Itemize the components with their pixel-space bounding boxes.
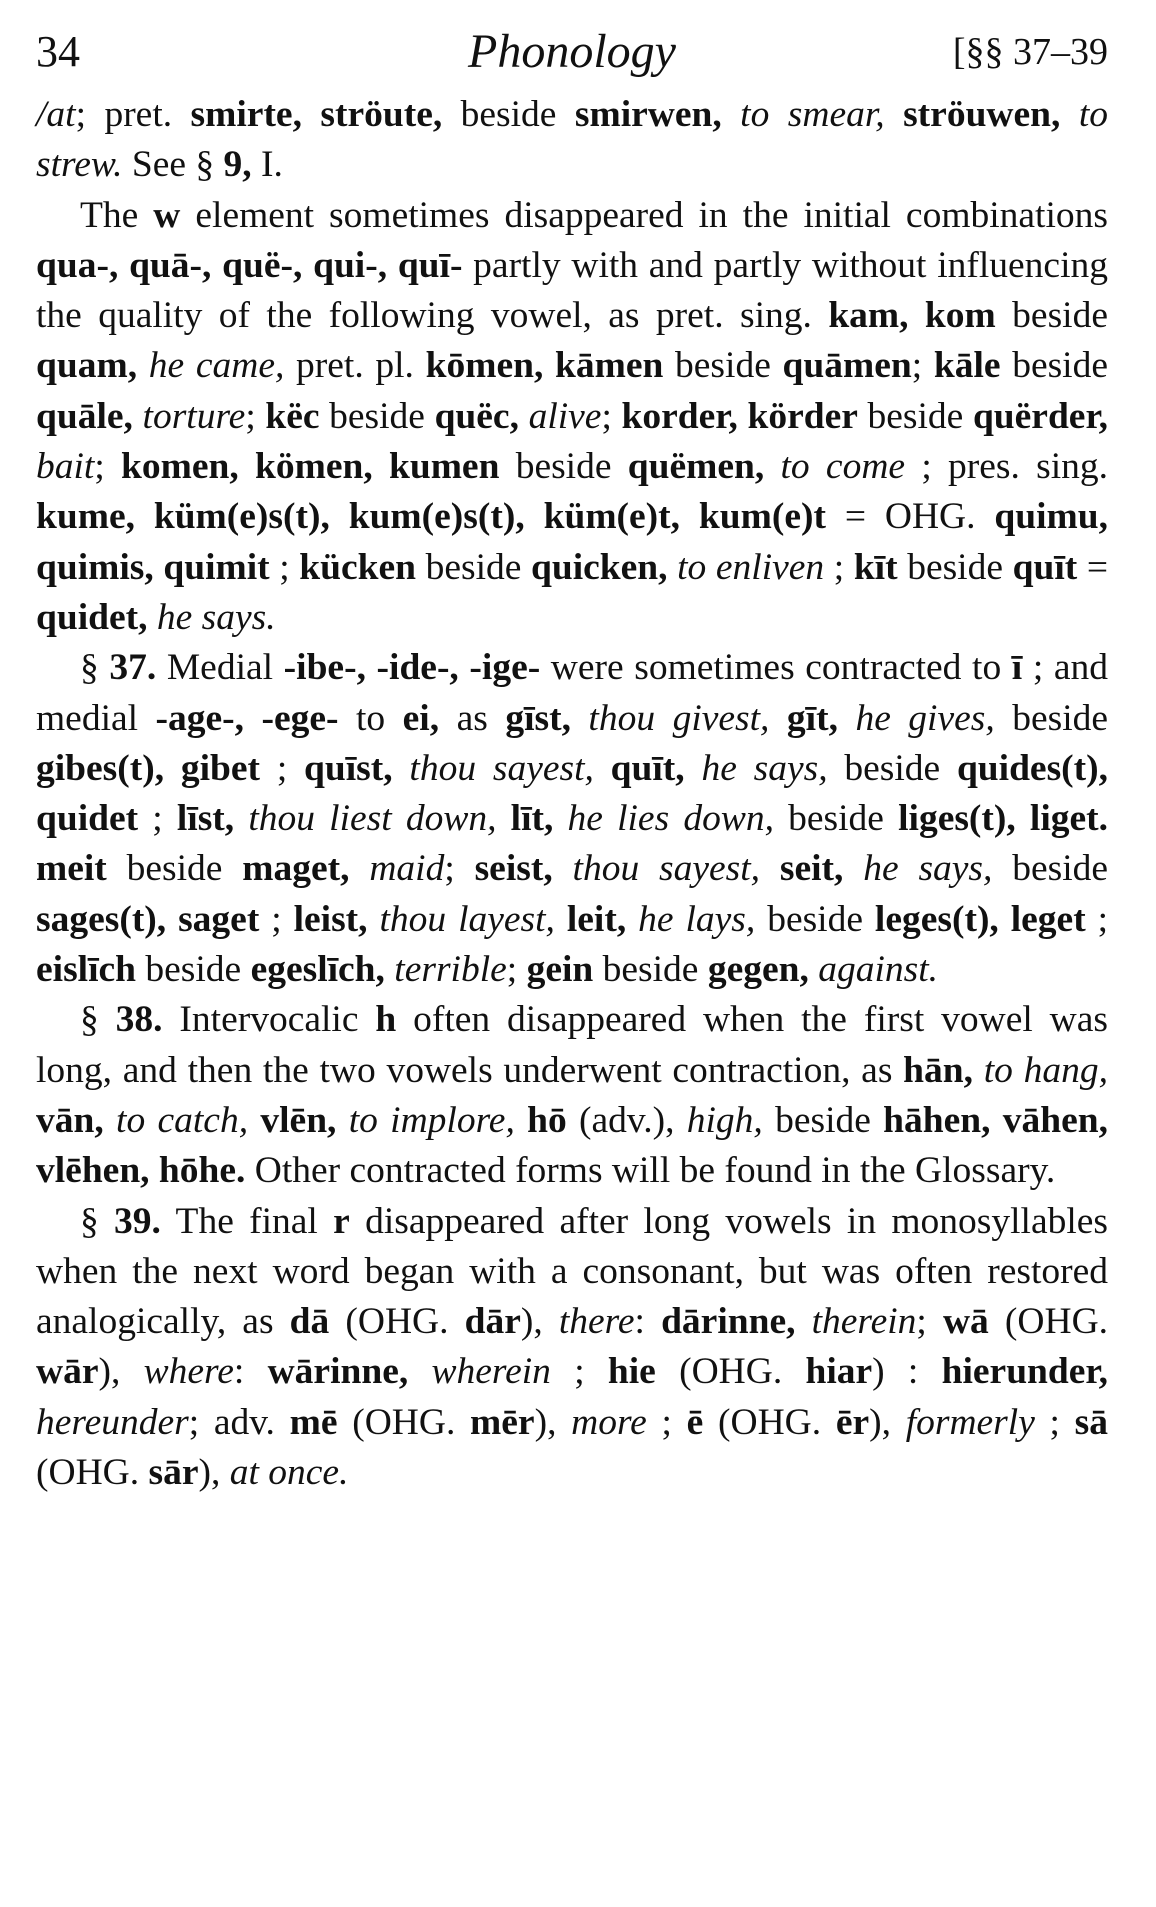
text-run [336,1100,348,1141]
text-run: ; [824,546,854,588]
headword: hie [607,1351,656,1393]
headword: qua-, quā-, quë-, qui-, quī- [36,244,463,286]
text-run: beside [995,295,1108,337]
headword: dārinne, [661,1301,796,1343]
headword: egeslīch, [250,949,385,991]
text-run: : [233,1351,268,1393]
gloss: thou sayest, [409,747,594,789]
paragraph-continuation [36,90,1108,191]
text-run: ; [506,949,527,991]
headword: hiar [805,1351,873,1393]
text-run: beside [136,949,251,991]
text-run: ), [98,1351,144,1393]
headword: ei, [402,697,440,739]
headword: 37. [109,647,157,689]
text-run [760,848,780,889]
gloss: where [143,1351,234,1393]
text-run: beside [773,798,899,840]
text-run: beside [897,546,1013,588]
headword: leges(t), leget [874,898,1086,940]
text-run: ; [646,1401,687,1443]
text-run [553,798,567,839]
text-run [809,949,818,990]
gloss: he says. [156,596,276,638]
headword: smirte, ströute, [190,94,443,135]
text-run [885,94,903,135]
gloss: to catch, [116,1099,249,1141]
headword: -ibe-, -ide-, -ige- [283,647,541,689]
text-run [515,1100,527,1141]
headword: quërder, [972,395,1109,437]
gloss: thou layest, [379,898,555,940]
text-run: = [1077,546,1108,588]
headword: liges(t), liget. [898,798,1109,840]
text-run [626,899,638,940]
gloss: maid [369,848,445,890]
text-run: as [439,697,506,739]
text-run [385,949,394,990]
headword: quëmen, [627,446,765,488]
text-run: § [80,1200,115,1242]
text-run [973,1050,984,1091]
text-run: § [80,999,116,1041]
text-run: pret. pl. [284,345,426,387]
headword: seist, [474,848,553,890]
headword: r [333,1200,350,1242]
text-run [594,748,611,789]
gloss: there [558,1301,635,1343]
text-run: beside [593,949,708,991]
text-run: beside [663,345,783,387]
gloss: to smear, [740,94,885,135]
text-run: beside [762,1099,884,1141]
headword: gibes(t), gibet [36,747,261,789]
text-run: The final [160,1200,334,1242]
text-run: (OHG. [655,1351,806,1393]
text-run: Intervocalic [162,999,376,1041]
headword: gegen, [707,949,809,991]
gloss: formerly [905,1401,1035,1443]
text-run: ) : [872,1351,942,1393]
headword: 9, [223,144,252,186]
headword: dār [464,1301,521,1343]
headword: kam, kom [828,295,996,337]
gloss: to strew. [36,94,1108,186]
text-run [668,547,678,588]
text-run: beside [106,848,243,890]
text-run: ), [534,1401,572,1443]
headword: gīst, [505,697,571,739]
text-run: I. [251,144,283,186]
text-run: partly with and partly without influencing the quality of the following vowel, as pret. sing. [36,244,1108,337]
body-text [36,90,1108,1498]
text-run [350,848,370,889]
paragraph-section-38 [36,995,1108,1196]
headword: quides(t), quidet [36,747,1108,840]
text-run: beside [755,898,875,940]
headword: mē [289,1401,338,1443]
gloss: he came, [148,345,285,387]
headword: quāmen [782,345,912,387]
text-run [408,1351,431,1392]
headword: maget, [242,848,350,890]
gloss: thou liest down, [248,798,497,840]
text-run: ; [259,898,294,940]
text-run: ), [198,1452,230,1494]
text-run [571,698,588,739]
headword: quīt [1012,546,1078,588]
headword: kücken [299,546,416,588]
gloss: bait [36,446,95,488]
text-run: : [634,1301,662,1343]
gloss: to enliven [677,546,825,588]
gloss: wherein [431,1351,551,1393]
text-run [496,798,510,839]
page-number: 34 [36,27,80,76]
headword: sages(t), saget [36,898,260,940]
headword: hāhen, vāhen, vlēhen, hōhe. [36,1099,1109,1192]
headword: w [153,194,181,236]
headword: kōmen, kāmen [425,345,664,387]
gloss: at once. [229,1452,349,1494]
text-run [137,345,149,386]
text-run: (adv.), [566,1099,687,1141]
text-run [553,848,573,889]
headword: hān, [903,1049,973,1091]
headword: quam, [36,345,138,387]
text-run [838,698,855,739]
chapter-title: Phonology [468,25,676,78]
gloss: therein [811,1301,917,1343]
headword: līst, [176,798,235,840]
text-run: element sometimes disappeared in the initial combinations [180,194,1108,236]
text-run [104,1100,116,1141]
gloss: to come [780,446,906,488]
gloss: thou givest, [588,697,770,739]
text-run: ; [260,747,305,789]
gloss: to implore, [348,1099,515,1141]
gloss: more [571,1401,647,1443]
text-run: ; [138,798,177,840]
headword: korder, körder [621,395,858,437]
headword: ströuwen, [903,94,1061,135]
text-run [234,798,248,839]
text-run: ; [1085,898,1109,940]
text-run: See § [122,144,224,186]
headword: kāle [933,345,1001,387]
headword: komen, kömen, kumen [121,446,500,488]
headword: kume, küm(e)s(t), kum(e)s(t), küm(e)t, kum(e)t [36,496,826,538]
text-run [843,848,863,889]
headword: gein [526,949,594,991]
headword: hierunder, [941,1351,1108,1393]
headword: ēr [835,1401,870,1443]
text-run: ; [911,345,934,387]
headword: līt, [510,798,554,840]
gloss: he gives, [855,697,995,739]
text-run: often disappeared when the first vowel was long, and then the two vowels underwent contraction, as [36,999,1108,1091]
headword: quīst, [304,747,393,789]
headword: leit, [566,898,627,940]
text-run: = OHG. [825,496,995,538]
text-run: ), [869,1401,906,1443]
text-run [722,94,740,135]
text-run: ; [550,1351,608,1393]
headword: seit, [779,848,844,890]
text-run: ; pres. sing. [905,446,1108,488]
headword: h [375,999,397,1041]
text-run: beside [499,446,628,488]
text-run: ; [601,395,622,437]
text-run: (OHG. [36,1452,149,1494]
gloss: high, [686,1099,763,1141]
headword: vān, [36,1099,104,1141]
text-run [519,396,529,437]
headword: kīt [853,546,898,588]
headword: quīt, [610,747,685,789]
text-run: The [80,194,154,236]
text-run: ), [520,1301,559,1343]
headword: dā [289,1301,330,1343]
gloss: to hang, [983,1049,1109,1091]
text-run: beside [319,395,435,437]
text-run: ; [1034,1401,1075,1443]
section-range: [§§ 37–39 [952,31,1108,73]
headword: gīt, [786,697,838,739]
text-run [555,899,567,940]
gloss: thou sayest, [572,848,761,890]
text-run: beside [442,94,575,135]
text-run: Medial [156,647,284,689]
headword: quëc, [434,395,519,437]
text-run: (OHG. [329,1301,465,1343]
text-run: to [338,697,403,739]
headword: 38. [115,999,163,1041]
text-run: beside [827,747,957,789]
gloss: /at [36,94,76,135]
text-run: were sometimes contracted to [540,647,1012,689]
text-run: ; and medial [36,647,1108,739]
headword: quāle, [36,395,133,437]
headword: këc [265,395,320,437]
headword: quimu, quimis, quimit [36,496,1108,588]
text-run: (OHG. [337,1401,471,1443]
text-run: ; [94,446,122,488]
headword: sā [1074,1401,1109,1443]
text-run: disappeared after long vowels in monosyllables when the next word began with a consonant, but was often restored analogically, as [36,1200,1109,1343]
gloss: he lays, [638,898,756,940]
headword: ē [686,1401,704,1443]
paragraph-section-37 [36,643,1108,995]
text-run [685,748,702,789]
text-run: ; [444,848,475,890]
text-run: § [80,647,110,689]
text-run: ; [269,546,300,588]
text-run: beside [416,546,532,588]
gloss: he says, [863,848,993,890]
text-run [1060,94,1078,135]
text-run: beside [994,697,1109,739]
text-run: (OHG. [703,1401,836,1443]
text-run [769,698,786,739]
headword: wārinne, [267,1351,409,1393]
headword: eislīch [36,949,136,991]
headword: hō [527,1099,567,1141]
text-run [148,597,157,638]
headword: smirwen, [574,94,722,135]
headword: sār [148,1452,199,1494]
paragraph-section-39 [36,1197,1108,1499]
text-run: ; pret. [75,94,191,135]
text-run [133,396,143,437]
headword: vlēn, [260,1099,337,1141]
text-run: ; [245,395,266,437]
headword: -age-, -ege- [155,697,339,739]
headword: wā [942,1301,989,1343]
headword: quicken, [531,546,668,588]
text-run: ; adv. [188,1401,290,1443]
gloss: hereunder [36,1401,189,1443]
text-run: (OHG. [988,1301,1109,1343]
gloss: alive [528,395,602,437]
gloss: terrible [394,949,507,991]
gloss: he says, [701,747,828,789]
text-run: beside [992,848,1109,890]
text-run [368,899,380,940]
text-run [248,1100,260,1141]
headword: ī [1011,647,1023,689]
gloss: torture [142,395,246,437]
headword: 39. [114,1200,161,1242]
gloss: against. [818,949,939,991]
headword: quidet, [36,596,148,638]
text-run: ; [916,1301,943,1343]
headword: wār [36,1351,99,1393]
headword: leist, [293,898,368,940]
paragraph-w-element [36,191,1108,644]
text-run: beside [857,395,973,437]
text-run: beside [1000,345,1108,387]
text-run [393,748,410,789]
text-run [795,1301,811,1342]
running-head [36,20,1108,84]
text-run: Other contracted forms will be found in the Glossary. [245,1150,1056,1192]
headword: mēr [470,1401,535,1443]
headword: meit [36,848,107,890]
text-run [764,446,780,487]
gloss: he lies down, [567,798,774,840]
